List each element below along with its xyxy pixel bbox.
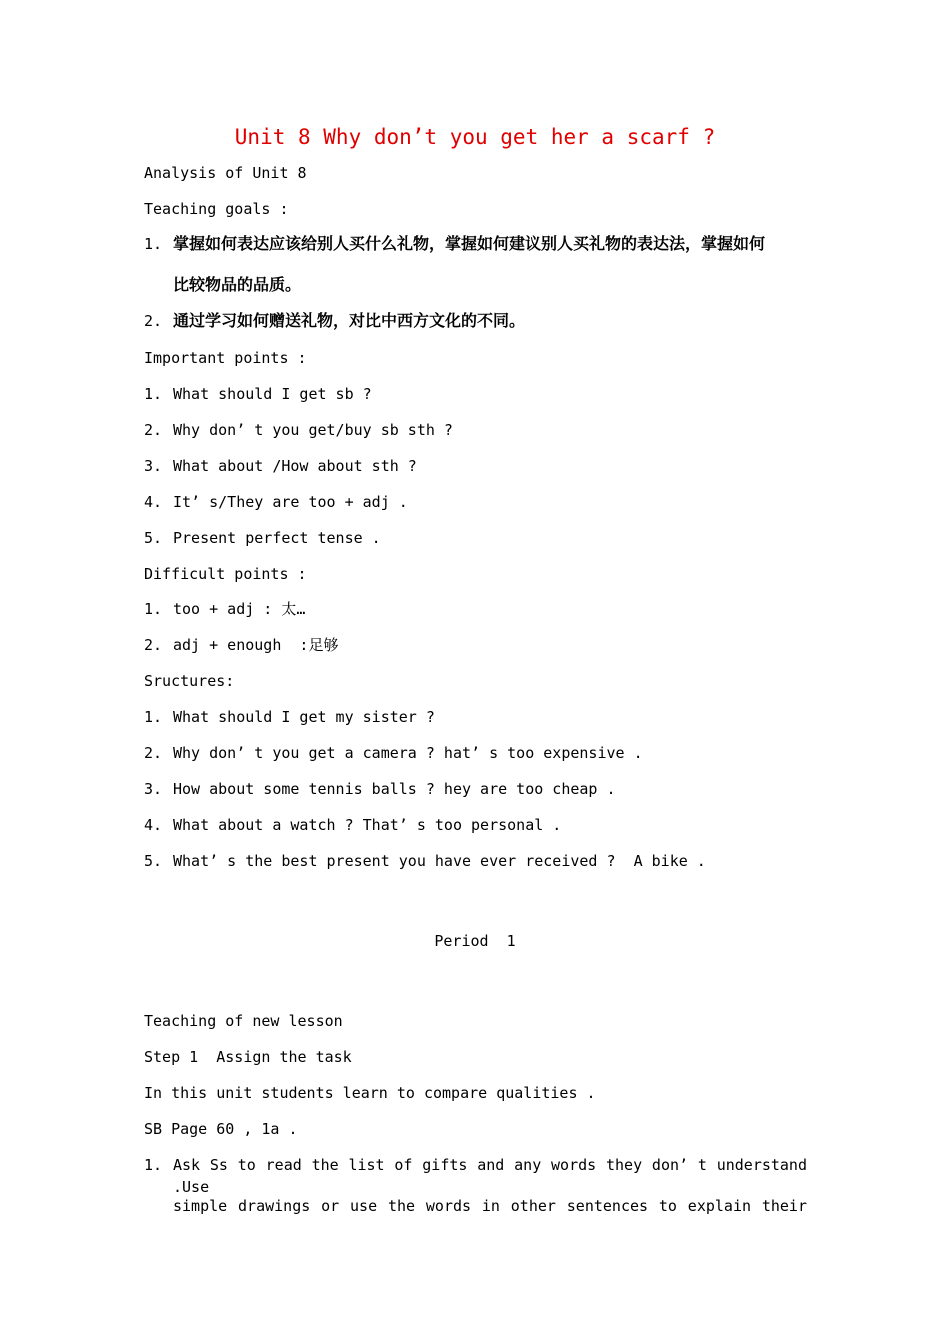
list-number: 4.: [144, 816, 163, 834]
period-heading: Period 1: [434, 932, 516, 950]
paragraph: In this unit students learn to compare qualities .: [144, 1084, 596, 1102]
list-number: 3.: [144, 457, 163, 475]
teaching-goals-heading: Teaching goals :: [144, 200, 289, 218]
list-number: 1.: [144, 385, 163, 403]
goal-text-line1: 掌握如何表达应该给别人买什么礼物，掌握如何建议别人买礼物的表达法，掌握如何: [173, 234, 766, 253]
important-heading: Important points :: [144, 349, 307, 367]
goal-text: 通过学习如何赠送礼物，对比中西方文化的不同。: [173, 311, 526, 330]
item-text: What about /How about sth ?: [173, 457, 417, 475]
list-number: 2.: [144, 636, 163, 654]
teaching-new-lesson: Teaching of new lesson: [144, 1012, 343, 1030]
list-number: 2.: [144, 421, 163, 439]
list-number: 1.: [144, 235, 163, 253]
item-text: adj + enough :足够: [173, 636, 339, 654]
page-title: Unit 8 Why don’t you get her a scarf ?: [234, 125, 716, 149]
list-number: 1.: [144, 1156, 163, 1174]
list-number: 5.: [144, 529, 163, 547]
step-heading: Step 1 Assign the task: [144, 1048, 352, 1066]
list-number: 2.: [144, 744, 163, 762]
item-text: It’ s/They are too + adj .: [173, 493, 408, 511]
list-number: 1.: [144, 600, 163, 618]
instruction-text-line1: Ask Ss to read the list of gifts and any words they don’ t understand .Use: [173, 1156, 807, 1196]
item-text: Present perfect tense .: [173, 529, 381, 547]
goal-text-line2: 比较物品的品质。: [173, 275, 302, 294]
item-text: Why don’ t you get/buy sb sth ?: [173, 421, 453, 439]
difficult-heading: Difficult points :: [144, 565, 307, 583]
item-text: How about some tennis balls ? hey are too cheap .: [173, 780, 616, 798]
item-text: What should I get my sister ?: [173, 708, 435, 726]
instruction-text-line2: simple drawings or use the words in other sentences to explain their: [173, 1197, 807, 1215]
list-number: 5.: [144, 852, 163, 870]
item-text: What’ s the best present you have ever received ? A bike .: [173, 852, 706, 870]
list-number: 4.: [144, 493, 163, 511]
item-text: too + adj : 太…: [173, 600, 306, 618]
page-reference: SB Page 60 , 1a .: [144, 1120, 298, 1138]
analysis-heading: Analysis of Unit 8: [144, 164, 307, 182]
list-number: 2.: [144, 312, 163, 330]
item-text: What should I get sb ?: [173, 385, 372, 403]
item-text: What about a watch ? That’ s too personal .: [173, 816, 562, 834]
list-number: 1.: [144, 708, 163, 726]
item-text: Why don’ t you get a camera ? hat’ s too expensive .: [173, 744, 643, 762]
structures-heading: Sructures:: [144, 672, 235, 690]
list-number: 3.: [144, 780, 163, 798]
